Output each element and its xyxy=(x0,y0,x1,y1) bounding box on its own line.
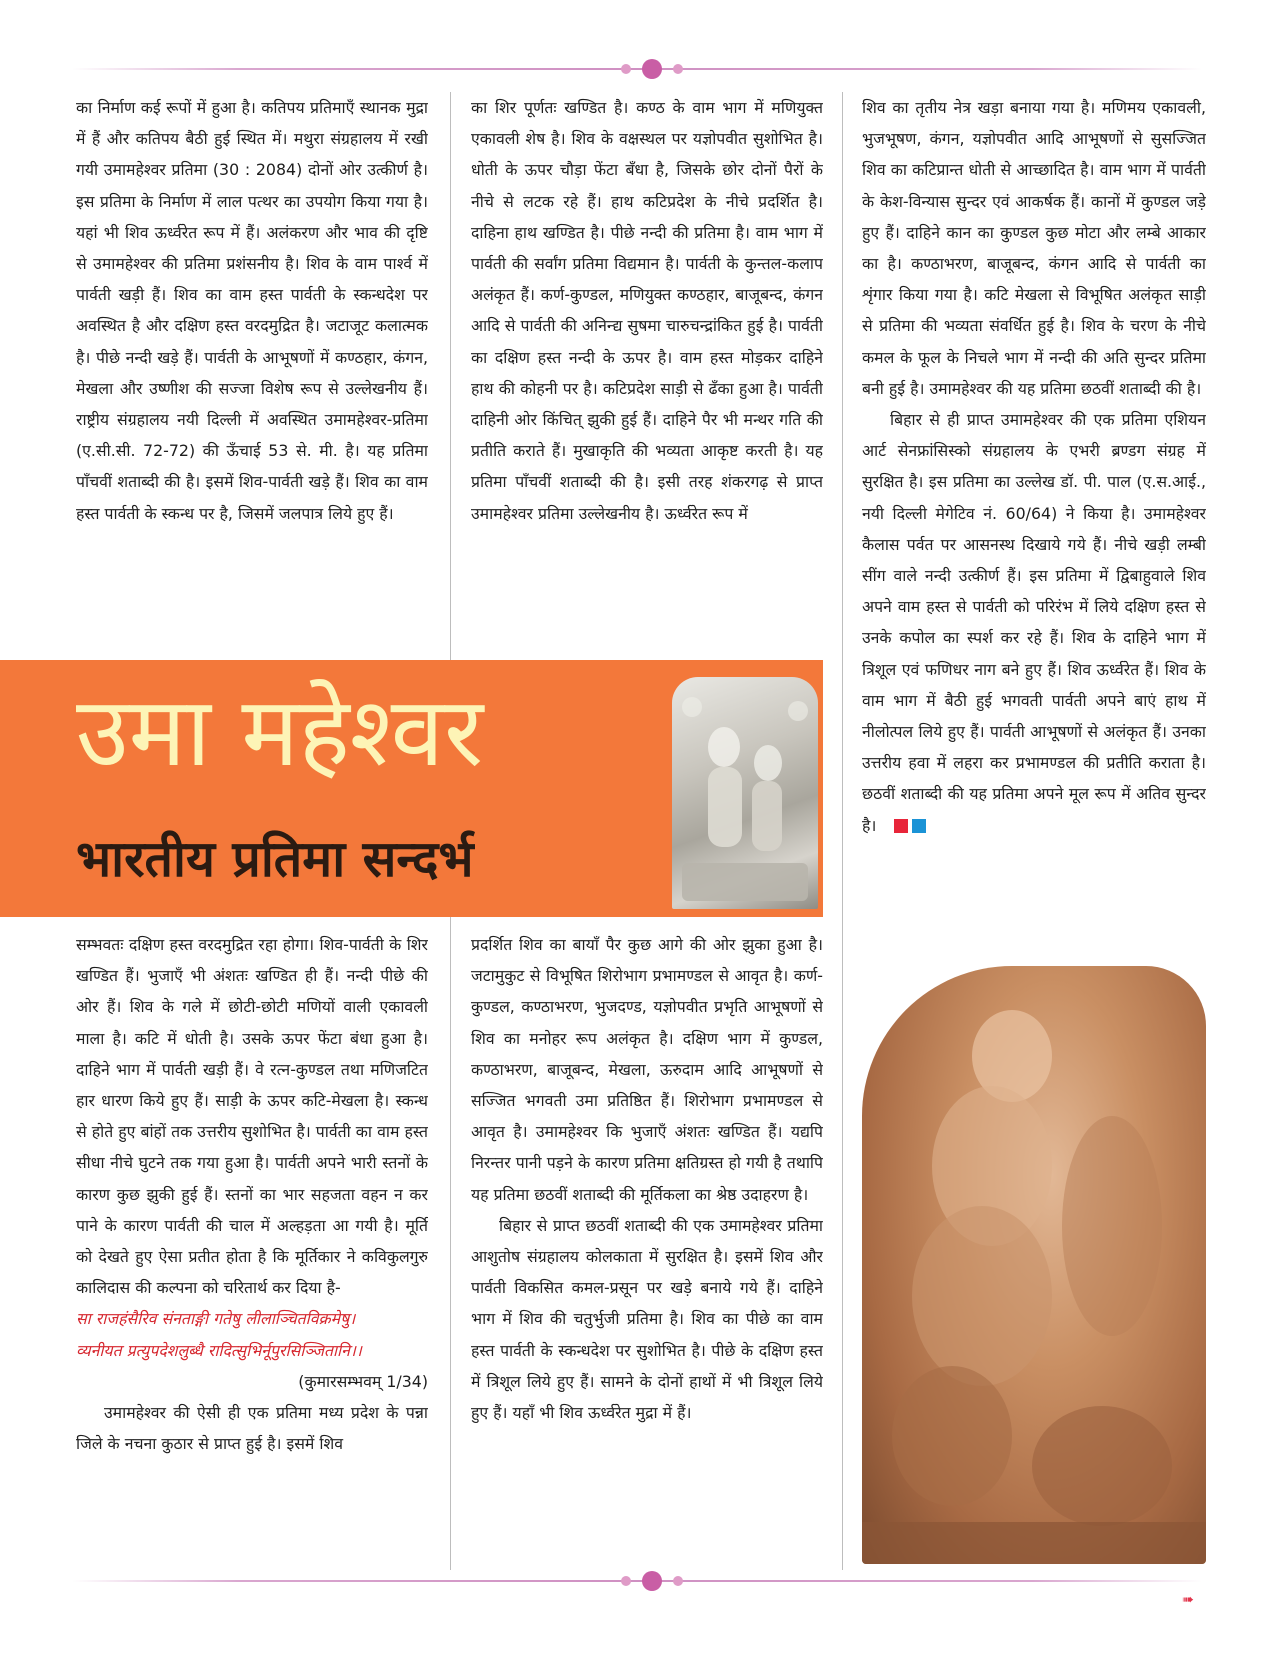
sanskrit-verse-line: सा राजहंसैरिव संनताङ्गी गतेषु लीलाञ्चितविक्रमेषु। xyxy=(76,1309,356,1329)
paragraph: का निर्माण कई रूपों में हुआ है। कतिपय प्रतिमाएँ स्थानक मुद्रा में हैं और कतिपय बैठी हुई स्थित में। मथुरा संग्रहालय में रखी गयी उमामहेश्वर प्रतिमा (30 : 2084) दोनों ओर उत्कीर्ण है। इस प्रतिमा के निर्माण में लाल पत्थर का उपयोग किया गया है। यहां भी शिव ऊर्ध्वरेत रूप में हैं। अलंकरण और भाव की दृष्टि से उमामहेश्वर की प्रतिमा प्रशंसनीय है। शिव के वाम पार्श्व में पार्वती खड़ी हैं। शिव का वाम हस्त पार्वती के स्कन्धदेश पर अवस्थित है और दक्षिण हस्त वरदमुद्रित है। जटाजूट कलात्मक है। पीछे नन्दी खड़े हैं। पार्वती के आभूषणों में कण्ठहार, कंगन, मेखला और उष्णीश की सज्जा विशेष रूप से उल्लेखनीय हैं। राष्ट्रीय संग्रहालय नयी दिल्ली में अवस्थित उमामहेश्वर-प्रतिमा (ए.सी.सी. 72-72) की ऊँचाई 53 से. मी. है। यह प्रतिमा पाँचवीं शताब्दी की है। इसमें शिव-पार्वती खड़े हैं। शिव का वाम हस्त पार्वती के स्कन्ध पर है, जिसमें जलपात्र लिये हुए हैं। xyxy=(76,98,428,523)
article-column-2-bottom xyxy=(471,929,823,1569)
stone-sculpture-photo xyxy=(672,677,818,909)
paragraph: प्रदर्शित शिव का बायाँ पैर कुछ आगे की ओर झुका हुआ है। जटामुकुट से विभूषित शिरोभाग प्रभामण्डल से आवृत है। कर्ण-कुण्डल, कण्ठाभरण, भुजदण्ड, यज्ञोपवीत प्रभृति आभूषणों से शिव का मनोहर रूप अलंकृत है। दक्षिण भाग में कुण्डल, कण्ठाभरण, बाजूबन्द, मेखला, ऊरुदाम आदि आभूषणों से सज्जित भगवती उमा प्रतिष्ठित हैं। शिरोभाग प्रभामण्डल से आवृत है। उमामहेश्वर कि भुजाएँ अंशतः खण्डित हैं। यद्यपि निरन्तर पानी पड़ने के कारण प्रतिमा क्षतिग्रस्त हो गयी है तथापि यह प्रतिमा छठवीं शताब्दी की मूर्तिकला का श्रेष्ठ उदाहरण है। xyxy=(471,935,823,1204)
sanskrit-verse-line: व्यनीयत प्रत्युपदेशलुब्धै रादित्सुभिर्नूपुरसिञ्जितानि।। xyxy=(76,1340,362,1360)
paragraph: सम्भवतः दक्षिण हस्त वरदमुद्रित रहा होगा। शिव-पार्वती के शिर खण्डित हैं। भुजाएँ भी अंशतः खण्डित ही हैं। नन्दी पीछे की ओर हैं। शिव के गले में छोटी-छोटी मणियों वाली एकावली माला है। कटि में धोती है। उसके ऊपर फेंटा बंधा हुआ है। दाहिने भाग में पार्वती खड़ी हैं। वे रत्न-कुण्डल तथा मणिजटित हार धारण किये हुए हैं। साड़ी के ऊपर कटि-मेखला है। स्कन्ध से होते हुए बांहों तक उत्तरीय सुशोभित है। पार्वती का वाम हस्त सीधा नीचे घुटने तक गया हुआ है। पार्वती अपने भारी स्तनों के कारण कुछ झुकी हुई हैं। स्तनों का भार सहजता वहन न कर पाने के कारण पार्वती की चाल में अल्हड़ता आ गयी है। मूर्ति को देखते हुए ऐसा प्रतीत होता है कि मूर्तिकार ने कविकुलगुरु कालिदास की कल्पना को चरितार्थ कर दिया है- xyxy=(76,935,428,1298)
paragraph: बिहार से ही प्राप्त उमामहेश्वर की एक प्रतिमा एशियन आर्ट सेनफ्रांसिस्को संग्रहालय के एभरी ब्रण्डग संग्रह में सुरक्षित है। इस प्रतिमा का उल्लेख डॉ. पी. पाल (ए.स.आई., नयी दिल्ली मेगेटिव नं. 60/64) ने किया है। उमामहेश्वर कैलास पर्वत पर आसनस्थ दिखाये गये हैं। नीचे खड़ी लम्बी सींग वाले नन्दी उत्कीर्ण हैं। इस प्रतिमा में द्विबाहुवाले शिव अपने वाम हस्त से पार्वती को परिरंभ में लिये दक्षिण हस्त से उनके कपोल का स्पर्श कर रहे हैं। शिव के दाहिने भाग में त्रिशूल एवं फणिधर नाग बने हुए हैं। शिव ऊर्ध्वरेत हैं। शिव के वाम भाग में बैठी हुई भगवती पार्वती अपने बाएं हाथ में नीलोत्पल लिये हुए हैं। पार्वती आभूषणों से अलंकृत हैं। उनका उत्तरीय हवा में लहरा कर प्रभामण्डल की प्रतीति कराता है। छठवीं शताब्दी की यह प्रतिमा अपने मूल रूप में अतिव सुन्दर है। xyxy=(862,410,1206,835)
article-column-2-top xyxy=(471,92,823,654)
end-square-red xyxy=(894,819,908,833)
article-title: उमा महेश्वर xyxy=(76,676,484,788)
article-column-1-bottom xyxy=(76,929,428,1569)
article-column-3 xyxy=(862,92,1206,972)
paragraph: उमामहेश्वर की ऐसी ही एक प्रतिमा मध्य प्रदेश के पन्ना जिले के नचना कुठार से प्राप्त हुई है। इसमें शिव xyxy=(76,1403,428,1454)
paragraph: बिहार से प्राप्त छठवीं शताब्दी की एक उमामहेश्वर प्रतिमा आशुतोष संग्रहालय कोलकाता में सुरक्षित है। इसमें शिव और पार्वती विकसित कमल-प्रसून पर खड़े बनाये गये हैं। दाहिने भाग में शिव की चतुर्भुजी प्रतिमा है। शिव का पीछे का वाम हस्त पार्वती के स्कन्धदेश पर सुशोभित है। पीछे के दक्षिण हस्त में त्रिशूल लिये हुए हैं। सामने के दोनों हाथों में भी त्रिशूल लिये हुए हैं। यहाँ भी शिव ऊर्ध्वरेत मुद्रा में हैं। xyxy=(471,1215,823,1423)
sandstone-sculpture-photo xyxy=(862,966,1206,1564)
end-square-blue xyxy=(912,819,926,833)
top-divider-ornament xyxy=(614,58,690,80)
column-separator xyxy=(450,92,451,660)
column-separator xyxy=(842,92,843,1570)
article-column-1-top xyxy=(76,92,428,654)
column-separator xyxy=(450,917,451,1570)
continue-arrow-icon: ➠ xyxy=(1182,1592,1194,1608)
paragraph: शिव का तृतीय नेत्र खड़ा बनाया गया है। मणिमय एकावली, भुजभूषण, कंगन, यज्ञोपवीत आदि आभूषणों से सुसज्जित शिव का कटिप्रान्त धोती से आच्छादित है। वाम भाग में पार्वती के केश-विन्यास सुन्दर एवं आकर्षक हैं। कानों में कुण्डल जड़े हुए हैं। दाहिने कान का कुण्डल कुछ मोटा और लम्बे आकार का है। कण्ठाभरण, बाजूबन्द, कंगन आदि से पार्वती का शृंगार किया गया है। कटि मेखला से विभूषित अलंकृत साड़ी से प्रतिमा की भव्यता संवर्धित हुई है। शिव के चरण के नीचे कमल के फूल के निचले भाग में नन्दी की अति सुन्दर प्रतिमा बनी हुई है। उमामहेश्वर की यह प्रतिमा छठवीं शताब्दी की है। xyxy=(862,98,1206,398)
article-subtitle: भारतीय प्रतिमा सन्दर्भ xyxy=(76,830,474,888)
paragraph: का शिर पूर्णतः खण्डित है। कण्ठ के वाम भाग में मणियुक्त एकावली शेष है। शिव के वक्षस्थल पर यज्ञोपवीत सुशोभित है। धोती के ऊपर चौड़ा फेंटा बँधा है, जिसके छोर दोनों पैरों के नीचे से लटक रहे हैं। हाथ कटिप्रदेश के नीचे प्रदर्शित है। दाहिना हाथ खण्डित है। पीछे नन्दी की प्रतिमा है। वाम भाग में पार्वती की सर्वांग प्रतिमा विद्यमान है। पार्वती के कुन्तल-कलाप अलंकृत हैं। कर्ण-कुण्डल, मणियुक्त कण्ठहार, बाजूबन्द, कंगन आदि से पार्वती की अनिन्द्य सुषमा चारुचन्द्रांकित हुई है। पार्वती का दक्षिण हस्त नन्दी के ऊपर है। वाम हस्त मोड़कर दाहिने हाथ की कोहनी पर है। कटिप्रदेश साड़ी से ढँका हुआ है। पार्वती दाहिनी ओर किंचित् झुकी हुई हैं। दाहिने पैर भी मन्थर गति की प्रतीति कराते हैं। मुखाकृति की भव्यता आकृष्ट करती है। यह प्रतिमा पाँचवीं शताब्दी की है। इसी तरह शंकरगढ़ से प्राप्त उमामहेश्वर प्रतिमा उल्लेखनीय है। ऊर्ध्वरेत रूप में xyxy=(471,98,823,523)
bottom-divider-ornament xyxy=(614,1570,690,1592)
verse-source: (कुमारसम्भवम् 1/34) xyxy=(298,1371,428,1391)
